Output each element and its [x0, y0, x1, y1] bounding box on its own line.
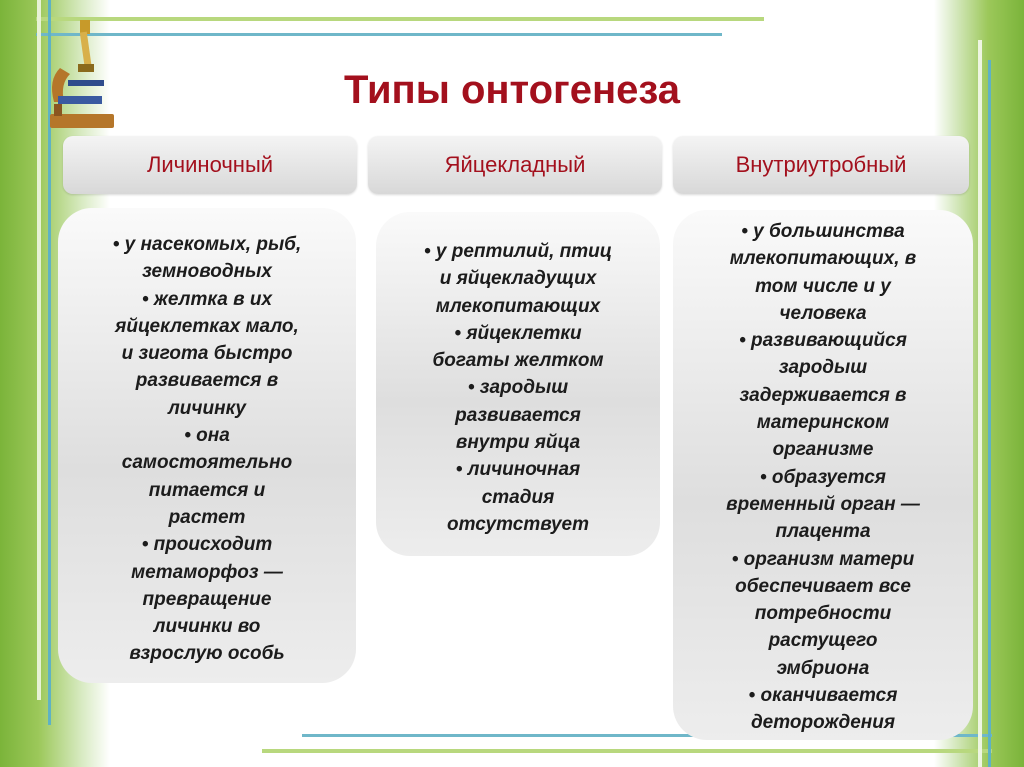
text-line: • личиночная [455, 459, 581, 481]
column-header-larval: Личиночный [63, 136, 357, 194]
text-line: растущего [768, 630, 878, 652]
top-decor-line-blue [36, 33, 722, 36]
text-line: внутри яйца [455, 432, 581, 454]
column-text-intrauterine [675, 218, 971, 737]
column-header-intrauterine: Внутриутробный [673, 136, 969, 194]
right-vertical-line [978, 40, 982, 767]
text-line: материнском [756, 412, 890, 434]
text-line: обеспечивает все [735, 575, 911, 597]
text-line: растет [168, 506, 246, 528]
text-line: • оканчивается [748, 685, 898, 707]
text-line: млекопитающих, в [729, 248, 917, 270]
text-line: • развивающийся [739, 330, 907, 352]
text-line: • зародыш [467, 377, 569, 399]
text-line: земноводных [142, 261, 272, 283]
text-line: развивается в [135, 370, 279, 392]
column-header-oviparous: Яйцекладный [368, 136, 662, 194]
text-line: питается и [148, 479, 266, 501]
text-line: деторождения [750, 712, 896, 734]
text-line: отсутствует [446, 513, 590, 535]
text-line: • образуется [760, 466, 886, 488]
text-line: самостоятельно [121, 452, 293, 474]
text-line: плацента [775, 521, 871, 543]
text-line: • у рептилий, птиц [423, 241, 613, 262]
top-decor-line [36, 17, 764, 21]
text-line: • желтка в их [141, 288, 273, 310]
text-line: личинку [167, 397, 246, 419]
text-line: и зигота быстро [121, 343, 293, 365]
text-line: • она [184, 425, 230, 447]
text-line: эмбриона [776, 657, 870, 679]
right-vertical-line-blue [988, 60, 991, 767]
text-line: богаты желтком [432, 350, 604, 372]
text-line: человека [779, 302, 867, 324]
text-line: млекопитающих [435, 295, 601, 317]
text-line: развивается [455, 404, 581, 426]
column-text-oviparous [378, 238, 658, 538]
bottom-decor-line [262, 749, 992, 753]
text-line: задерживается в [739, 384, 907, 406]
page-title: Типы онтогенеза [344, 68, 680, 112]
column-text-larval [62, 231, 352, 668]
text-line: потребности [754, 603, 892, 625]
text-line: • у насекомых, рыб, [112, 234, 302, 255]
text-line: стадия [481, 486, 555, 508]
text-line: взрослую особь [129, 643, 285, 665]
text-line: организме [772, 439, 874, 461]
text-line: • у большинства [741, 221, 905, 242]
text-line: и яйцекладущих [439, 268, 597, 290]
text-line: • происходит [141, 534, 273, 556]
text-line: личинки во [153, 616, 261, 638]
text-line: метаморфоз — [131, 561, 283, 583]
text-line: • яйцеклетки [454, 322, 582, 344]
text-line: временный орган — [726, 493, 920, 515]
text-line: превращение [142, 588, 272, 610]
text-line: зародыш [778, 357, 868, 379]
text-line: яйцеклетках мало, [115, 315, 299, 337]
text-line: том числе и у [755, 275, 891, 297]
text-line: • организм матери [731, 548, 915, 570]
